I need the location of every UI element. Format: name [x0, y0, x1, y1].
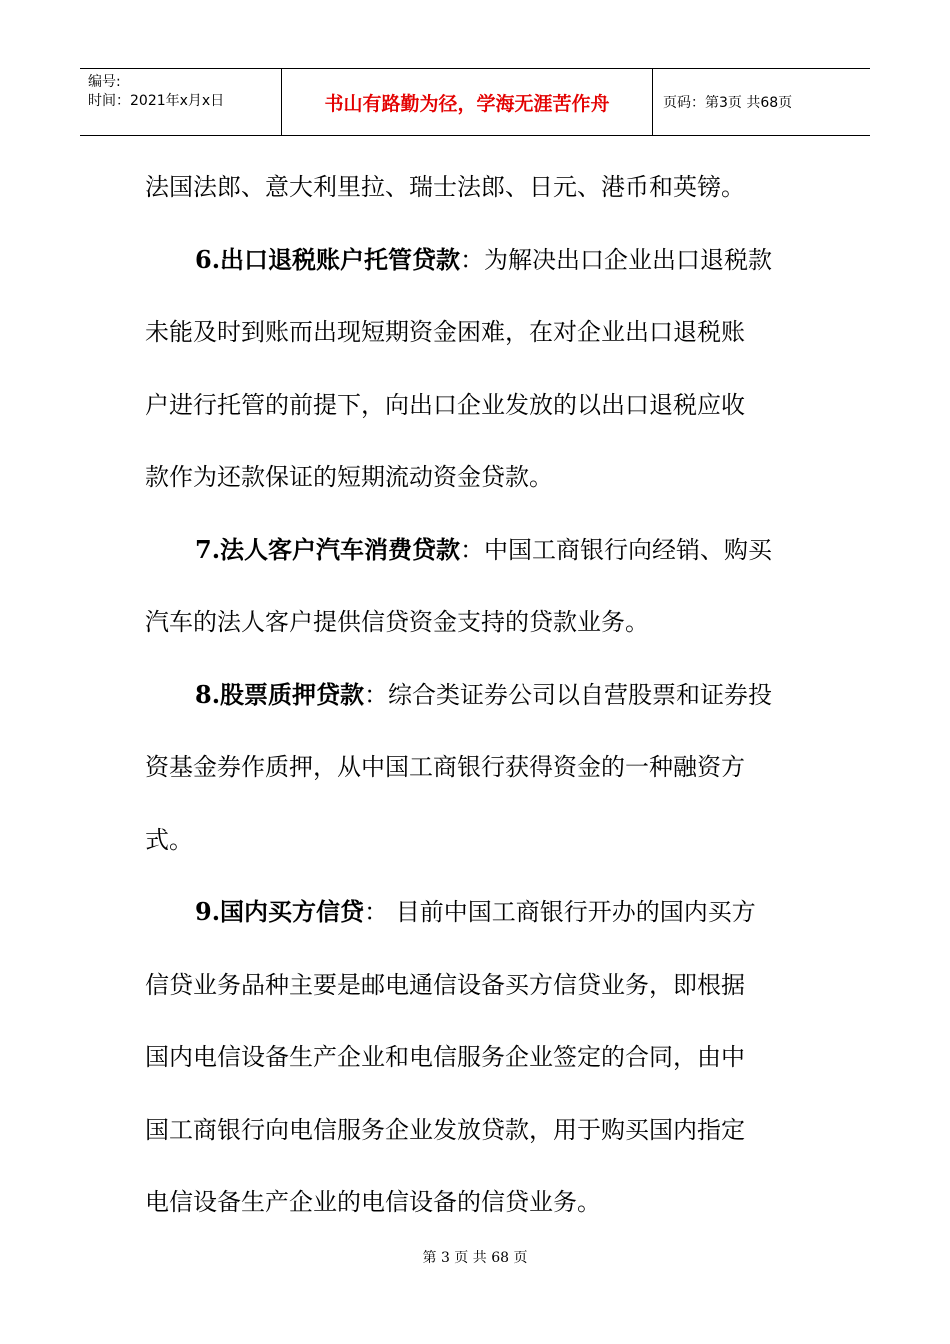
term-title: 6.出口退税账户托管贷款	[195, 244, 461, 274]
paragraph-line	[145, 514, 810, 587]
term-text: ： 目前中国工商银行开办的国内买方	[364, 898, 756, 926]
header-meta	[80, 69, 282, 135]
paragraph-line: 式。	[145, 825, 193, 854]
term-text: ：综合类证券公司以自营股票和证券投	[364, 680, 773, 709]
term-title: 9.国内买方信贷	[195, 897, 365, 926]
paragraph-line: 资基金券作质押，从中国工商银行获得资金的一种融资方	[145, 753, 745, 781]
paragraph-line: 电信设备生产企业的电信设备的信贷业务。	[145, 1188, 601, 1216]
paragraph-line: 法国法郎、意大利里拉、瑞士法郎、日元、港币和英镑。	[145, 173, 745, 201]
paragraph-line: 未能及时到账而出现短期资金困难，在对企业出口退税账	[145, 318, 745, 346]
term-text: ：为解决出口企业出口退税款	[460, 245, 773, 274]
page-header	[80, 68, 870, 136]
paragraph-line: 信贷业务品种主要是邮电通信设备买方信贷业务，即根据	[145, 970, 745, 999]
header-motto: 书山有路勤为径，学海无涯苦作舟	[282, 69, 653, 135]
term-title: 7.法人客户汽车消费贷款	[195, 534, 461, 564]
paragraph-line: 国工商银行向电信服务企业发放贷款，用于购买国内指定	[145, 1115, 745, 1144]
paragraph-line: 户进行托管的前提下，向出口企业发放的以出口退税应收	[145, 390, 745, 419]
paragraph-line: 款作为还款保证的短期流动资金贷款。	[145, 463, 553, 491]
page-footer: 第 3 页 共 68 页	[422, 1250, 528, 1266]
paragraph-line: 国内电信设备生产企业和电信服务企业签定的合同，由中	[145, 1043, 745, 1071]
paragraph-line	[145, 659, 810, 732]
paragraph-line: 汽车的法人客户提供信贷资金支持的贷款业务。	[145, 608, 649, 636]
term-title: 8.股票质押贷款	[195, 679, 365, 709]
document-number-label: 编号:	[88, 74, 121, 90]
document-date: 时间：2021年x月x日	[88, 93, 225, 109]
term-text: ：中国工商银行向经销、购买	[460, 535, 773, 564]
document-body	[145, 151, 810, 1239]
paragraph-line	[145, 224, 810, 297]
paragraph-line	[145, 876, 810, 949]
header-page-info: 页码：第3页 共68页	[663, 95, 793, 111]
